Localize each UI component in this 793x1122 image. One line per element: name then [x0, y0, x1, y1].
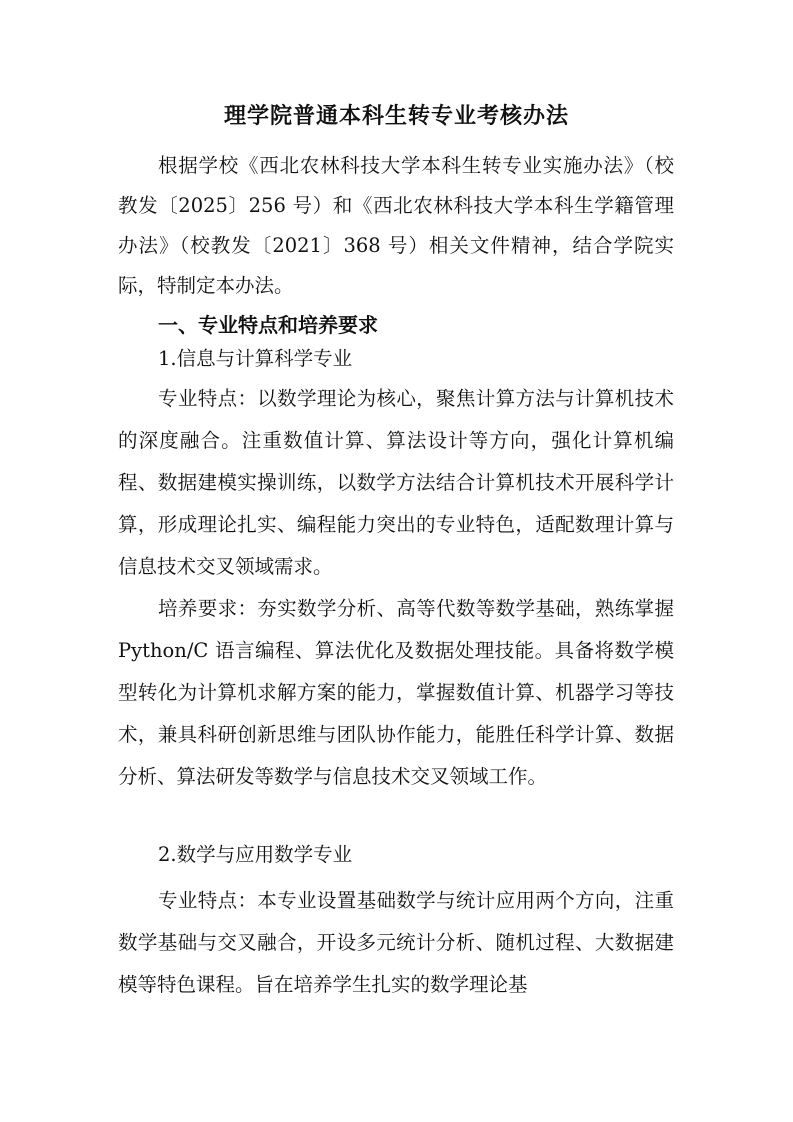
document-title: 理学院普通本科生转专业考核办法 [223, 103, 569, 129]
section-heading-1: 一、专业特点和培养要求 [158, 313, 378, 337]
major-heading-info-computing: 1.信息与计算科学专业 [158, 347, 353, 370]
major2-features-paragraph: 专业特点：本专业设置基础数学与统计应用两个方向，注重数学基础与交叉融合，开设多元统计分析、随机过程、大数据建模等特色课程。旨在培养学生扎实的数学理论基 [118, 889, 674, 996]
intro-paragraph: 根据学校《西北农林科技大学本科生转专业实施办法》（校教发〔2025〕256 号）和《西北农林科技大学本科生学籍管理办法》（校教发〔2021〕368 号）相关文件精神，结合学院实际，特制定本办法。 [118, 154, 674, 297]
major1-features-paragraph: 专业特点：以数学理论为核心，聚焦计算方法与计算机技术的深度融合。注重数值计算、算法设计等方向，强化计算机编程、数据建模实操训练，以数学方法结合计算机技术开展科学计算，形成理论扎实、编程能力突出的专业特色，适配数理计算与信息技术交叉领域需求。 [118, 387, 674, 578]
major1-requirements-paragraph: 培养要求：夯实数学分析、高等代数等数学基础，熟练掌握 Python/C 语言编程、算法优化及数据处理技能。具备将数学模型转化为计算机求解方案的能力，掌握数值计算、机器学习等技术，兼具科研创新思维与团队协作能力，能胜任科学计算、数据分析、算法研发等数学与信息技术交叉领域工作。 [118, 597, 674, 788]
major-heading-math-applied: 2.数学与应用数学专业 [158, 843, 353, 866]
